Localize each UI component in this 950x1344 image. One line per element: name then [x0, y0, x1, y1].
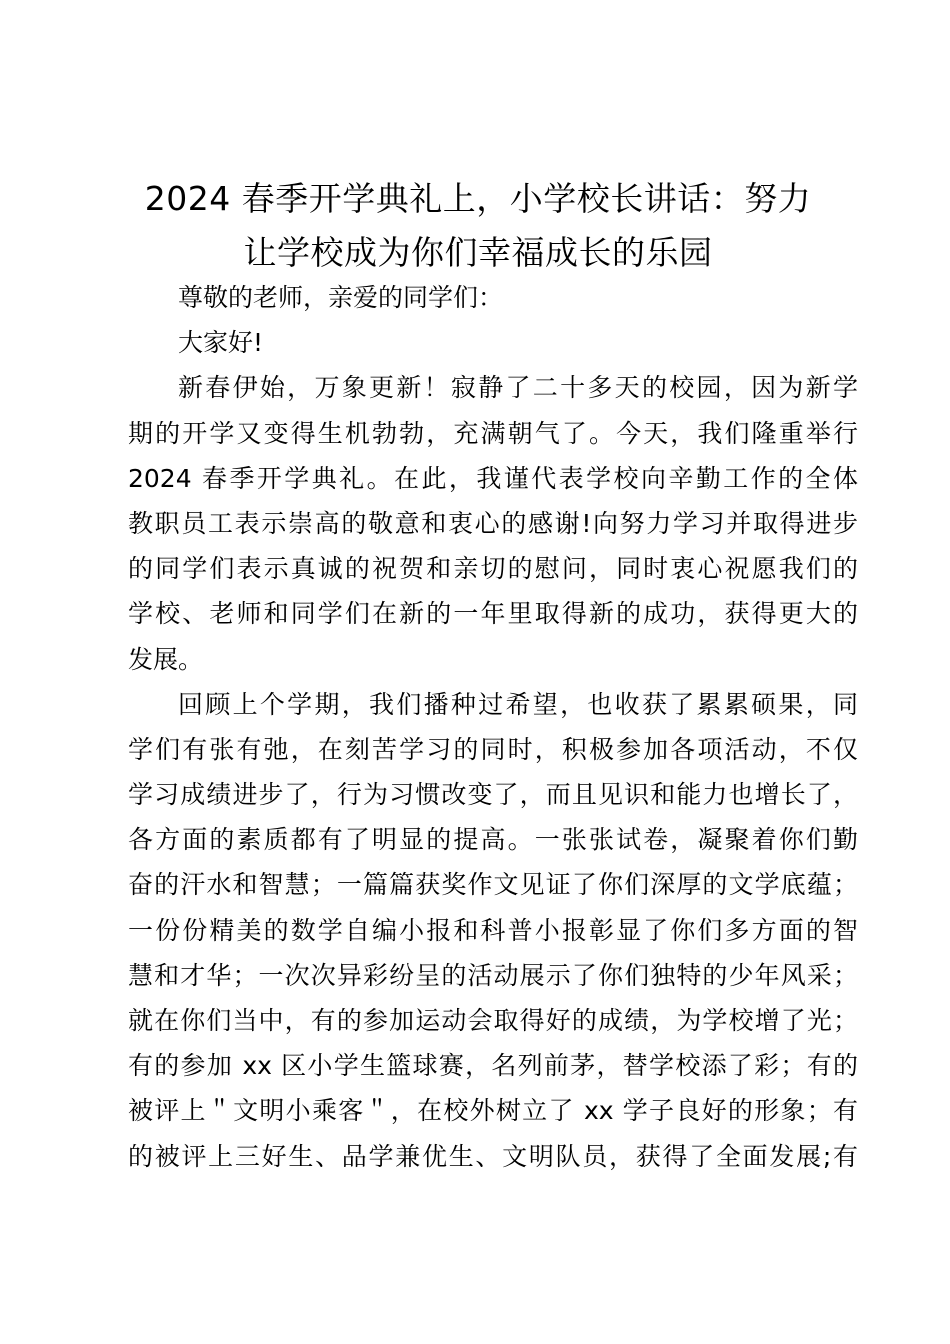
paragraph-line: 慧和才华；一次次异彩纷呈的活动展示了你们独特的少年风采；: [128, 960, 858, 990]
greeting: 尊敬的老师，亲爱的同学们：: [178, 283, 504, 312]
paragraph-line: 奋的汗水和智慧；一篇篇获奖作文见证了你们深厚的文学底蕴；: [128, 870, 858, 900]
paragraph-line: 发展。: [128, 644, 204, 674]
document-title: [118, 172, 838, 280]
paragraph-line: 就在你们当中，有的参加运动会取得好的成绩，为学校增了光；: [128, 1006, 858, 1035]
hello: 大家好!: [178, 328, 264, 358]
paragraph-line: 学们有张有弛，在刻苦学习的同时，积极参加各项活动，不仅: [128, 734, 858, 764]
paragraph-line: 被评上＂文明小乘客＂，在校外树立了 xx 学子良好的形象；有: [128, 1096, 858, 1126]
paragraph-line: 学校、老师和同学们在新的一年里取得新的成功，获得更大的: [128, 599, 858, 629]
paragraph-line: 的同学们表示真诚的祝贺和亲切的慰问，同时衷心祝愿我们的: [128, 554, 858, 584]
paragraph-line: 学习成绩进步了，行为习惯改变了，而且见识和能力也增长了，: [128, 780, 858, 810]
title-line-1: 2024 春季开学典礼上，小学校长讲话：努力: [144, 179, 812, 218]
paragraph-line: 期的开学又变得生机勃勃，充满朝气了。今天，我们隆重举行: [128, 418, 858, 448]
paragraph-line: 新春伊始，万象更新！寂静了二十多天的校园，因为新学: [178, 373, 858, 403]
paragraph-line: 教职员工表示崇高的敬意和衷心的感谢!向努力学习并取得进步: [128, 508, 858, 538]
paragraph-2: [128, 682, 858, 1179]
paragraph-line: 回顾上个学期，我们播种过希望，也收获了累累硕果，同: [178, 689, 858, 719]
paragraph-line: 有的参加 xx 区小学生篮球赛，名列前茅，替学校添了彩；有的: [128, 1051, 858, 1081]
document-body: [128, 275, 858, 1179]
paragraph-line: 一份份精美的数学自编小报和科普小报彰显了你们多方面的智: [128, 915, 858, 945]
paragraph-line: 各方面的素质都有了明显的提高。一张张试卷，凝聚着你们勤: [128, 825, 858, 855]
paragraph-1: [128, 365, 858, 681]
title-line-2: 让学校成为你们幸福成长的乐园: [243, 233, 713, 272]
paragraph-line: 的被评上三好生、品学兼优生、文明队员，获得了全面发展;有: [128, 1141, 858, 1171]
paragraph-line: 2024 春季开学典礼。在此，我谨代表学校向辛勤工作的全体: [128, 463, 858, 493]
